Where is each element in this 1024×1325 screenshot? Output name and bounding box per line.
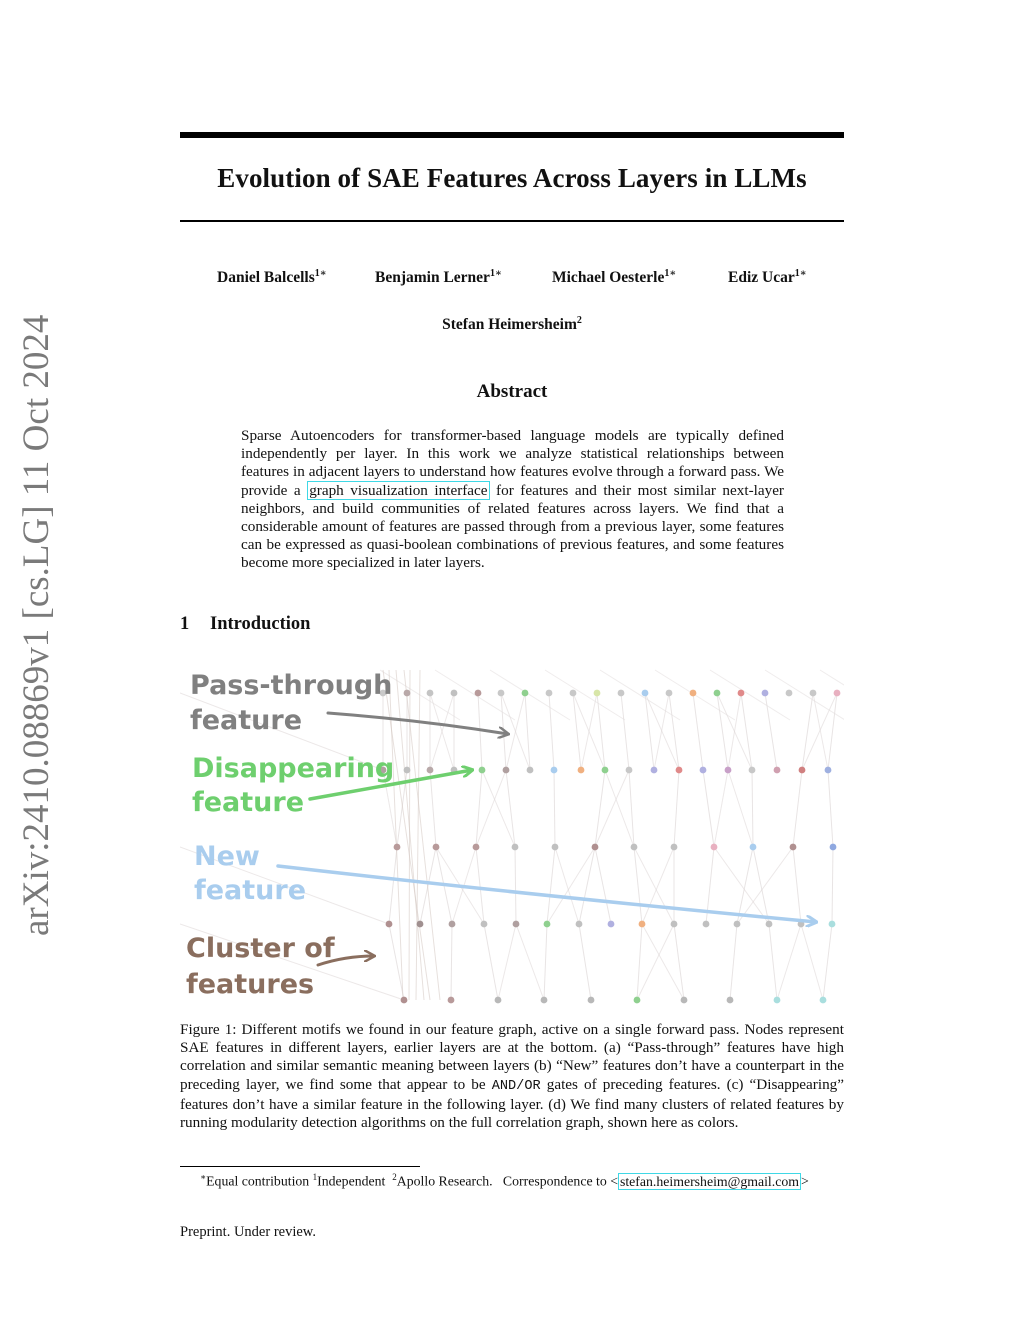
- graph-edge: [642, 847, 674, 924]
- graph-edge: [832, 847, 833, 924]
- graph-edge: [389, 847, 397, 924]
- figure-1-caption: Figure 1: Different motifs we found in our feature graph, active on a single forward pass. Nodes represent SAE features in different layers, earlier layers are at the bottom. (a) “Pass-through” features have high correlation and similar semantic meaning between layers (b) “New” features don’t have a counterpart in the preceding layer, we find some that appear to be AND/OR gates of preceding features. (c) “Disappearing” features don’t have a similar feature in the following layer. (d) We find many clusters of related features by running modularity detection algorithms on the full correlation graph, shown here as colors.: [180, 1021, 844, 1132]
- graph-edge: [765, 693, 777, 770]
- graph-node: [634, 997, 641, 1004]
- graph-node: [495, 997, 502, 1004]
- graph-edge: [555, 847, 579, 924]
- email-link[interactable]: stefan.heimersheim@gmail.com: [619, 1173, 799, 1189]
- graph-node: [578, 767, 585, 774]
- graph-node: [727, 997, 734, 1004]
- graph-nodes: [380, 690, 841, 1004]
- graph-node: [594, 690, 601, 697]
- graph-node: [714, 690, 721, 697]
- graph-edge: [714, 770, 728, 847]
- graph-node: [475, 690, 482, 697]
- graph-edge: [730, 924, 737, 1000]
- graph-node: [449, 921, 456, 928]
- graph-node: [830, 844, 837, 851]
- graph-node: [766, 921, 773, 928]
- graph-node: [631, 844, 638, 851]
- graph-node: [750, 844, 757, 851]
- visualization-link[interactable]: graph visualization interface: [309, 481, 488, 499]
- abstract-body: Sparse Autoencoders for transformer-based language models are typically defined independently per layer. In this work we analyze statistical relationships between features in adjacent layers to understand how features evolve through a forward pass. We provide a graph visualization interface for features and their most similar next-layer neighbors, and build communities of related features across layers. We find that a considerable amount of features are passed through from a previous layer, some features can be expressed as quasi-boolean combinations of previous features, and some features become more specialized in later layers.: [241, 427, 784, 572]
- graph-node: [417, 921, 424, 928]
- disappearing-label-1: Disappearing: [192, 753, 395, 784]
- graph-node: [681, 997, 688, 1004]
- graph-edge: [554, 770, 555, 847]
- graph-node: [592, 844, 599, 851]
- graph-node: [671, 844, 678, 851]
- pass-through-label-2: feature: [190, 705, 303, 736]
- graph-node: [401, 997, 408, 1004]
- graph-node: [427, 690, 434, 697]
- graph-edge: [793, 770, 802, 847]
- new-arrow: [278, 866, 816, 922]
- graph-node: [725, 767, 732, 774]
- graph-node: [498, 690, 505, 697]
- graph-edge: [595, 847, 611, 924]
- graph-edge: [484, 924, 498, 1000]
- new-label-1: New: [194, 841, 260, 872]
- graph-edge: [793, 847, 801, 924]
- graph-node: [512, 844, 519, 851]
- cluster-label-2: features: [186, 969, 315, 1000]
- graph-edge: [544, 924, 547, 1000]
- graph-node: [576, 921, 583, 928]
- graph-edge: [645, 693, 654, 770]
- graph-node: [541, 997, 548, 1004]
- graph-node: [481, 921, 488, 928]
- footnote: ∗Equal contribution $^1$Independent $^2$Apollo Research. Correspondence to < stefan.heimersheim@gmail.com >: [200, 1172, 809, 1189]
- graph-node: [676, 767, 683, 774]
- graph-edge: [476, 770, 482, 847]
- graph-edge: [451, 924, 452, 1000]
- graph-node: [690, 690, 697, 697]
- graph-edge: [820, 670, 844, 720]
- graph-edge: [516, 924, 544, 1000]
- graph-node: [588, 997, 595, 1004]
- graph-node: [790, 844, 797, 851]
- graph-edge: [728, 770, 753, 847]
- graph-edge: [752, 770, 753, 847]
- graph-edge: [634, 847, 674, 924]
- graph-node: [642, 690, 649, 697]
- graph-edge: [478, 693, 482, 770]
- graph-edge: [801, 924, 823, 1000]
- author-5: Stefan Heimersheim$^2$: [442, 315, 582, 334]
- graph-edge: [579, 847, 595, 924]
- new-label-2: feature: [194, 875, 307, 906]
- graph-node: [404, 690, 411, 697]
- graph-node: [394, 844, 401, 851]
- graph-edge: [828, 770, 833, 847]
- graph-node: [503, 767, 510, 774]
- graph-edge: [498, 924, 516, 1000]
- graph-edge: [703, 770, 714, 847]
- graph-edge: [549, 693, 554, 770]
- graph-node: [552, 844, 559, 851]
- graph-node: [734, 921, 741, 928]
- graph-node: [700, 767, 707, 774]
- graph-node: [608, 921, 615, 928]
- author-3: Michael Oesterle$^{1∗}$: [552, 268, 677, 287]
- graph-node: [433, 844, 440, 851]
- graph-node: [786, 690, 793, 697]
- graph-node: [703, 921, 710, 928]
- pass-through-arrow: [328, 713, 508, 734]
- graph-edge: [637, 924, 642, 1000]
- graph-node: [602, 767, 609, 774]
- graph-node: [479, 767, 486, 774]
- graph-node: [427, 767, 434, 774]
- footnote-rule: [180, 1166, 420, 1167]
- graph-node: [513, 921, 520, 928]
- graph-edge: [674, 924, 684, 1000]
- graph-node: [544, 921, 551, 928]
- graph-edge: [823, 924, 832, 1000]
- graph-edge: [710, 670, 790, 720]
- graph-node: [666, 690, 673, 697]
- graph-edge: [634, 847, 642, 924]
- abstract-heading: Abstract: [476, 381, 548, 402]
- section-heading-introduction: 1 Introduction: [180, 614, 311, 634]
- paper-title: Evolution of SAE Features Across Layers in LLMs: [217, 163, 807, 193]
- title-rule-bottom: [180, 220, 844, 222]
- graph-edge: [430, 770, 436, 847]
- cluster-label-1: Cluster of: [186, 933, 335, 964]
- graph-edge: [573, 693, 581, 770]
- pass-through-label-1: Pass-through: [190, 670, 393, 701]
- graph-edge: [674, 770, 679, 847]
- graph-node: [404, 767, 411, 774]
- graph-node: [711, 844, 718, 851]
- graph-node: [799, 767, 806, 774]
- graph-node: [671, 921, 678, 928]
- figure-1-feature-graph: [180, 660, 844, 1016]
- graph-node: [448, 997, 455, 1004]
- author-4: Ediz Ucar$^{1∗}$: [728, 268, 807, 287]
- graph-node: [738, 690, 745, 697]
- preprint-note: Preprint. Under review.: [180, 1224, 316, 1240]
- graph-node: [651, 767, 658, 774]
- graph-node: [774, 997, 781, 1004]
- graph-node: [386, 921, 393, 928]
- graph-node: [626, 767, 633, 774]
- graph-edge: [545, 670, 625, 720]
- graph-node: [451, 690, 458, 697]
- graph-edge: [828, 693, 837, 770]
- graph-edge: [637, 924, 674, 1000]
- graph-node: [527, 767, 534, 774]
- graph-node: [829, 921, 836, 928]
- graph-node: [618, 690, 625, 697]
- graph-edge: [515, 847, 516, 924]
- graph-edge: [642, 924, 684, 1000]
- graph-node: [546, 690, 553, 697]
- graph-node: [749, 767, 756, 774]
- author-2: Benjamin Lerner$^{1∗}$: [375, 268, 502, 287]
- graph-node: [570, 690, 577, 697]
- title-rule-top: [180, 132, 844, 138]
- graph-node: [810, 690, 817, 697]
- graph-edge: [777, 924, 801, 1000]
- graph-node: [639, 921, 646, 928]
- disappearing-label-2: feature: [192, 787, 305, 818]
- graph-edge: [693, 693, 703, 770]
- graph-node: [834, 690, 841, 697]
- graph-node: [825, 767, 832, 774]
- graph-edge: [621, 693, 629, 770]
- graph-edge: [476, 770, 506, 847]
- graph-node: [820, 997, 827, 1004]
- graph-edge: [769, 924, 777, 1000]
- graph-node: [551, 767, 558, 774]
- graph-node: [762, 690, 769, 697]
- graph-edge: [579, 924, 591, 1000]
- graph-node: [522, 690, 529, 697]
- graph-node: [774, 767, 781, 774]
- author-1: Daniel Balcells$^{1∗}$: [217, 268, 327, 287]
- graph-node: [473, 844, 480, 851]
